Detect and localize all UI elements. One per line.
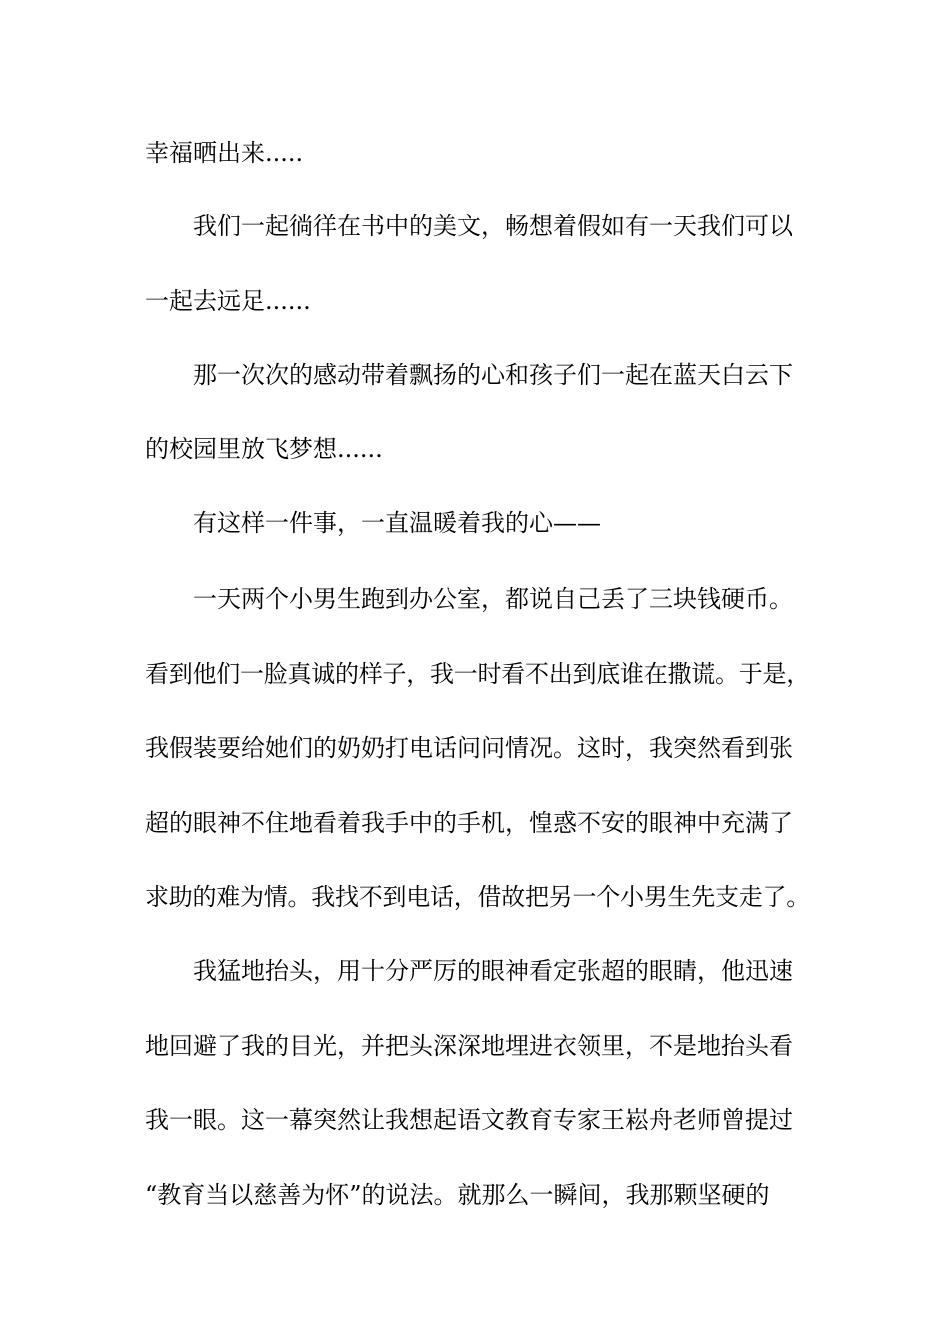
paragraph-line-2: 我们一起徜徉在书中的美文，畅想着假如有一天我们可以 [193,212,793,240]
paragraph-line-12: 我猛地抬头，用十分严厉的眼神看定张超的眼睛，他迅速 [193,957,793,985]
text-line-15: “教育当以慈善为怀”的说法。就那么一瞬间，我那颗坚硬的 [145,1181,770,1209]
text-line-14: 我一眼。这一幕突然让我想起语文教育专家王崧舟老师曾提过 [145,1106,793,1134]
text-line-1: 幸福晒出来..... [145,139,304,167]
text-line-10: 超的眼神不住地看着我手中的手机，惶惑不安的眼神中充满了 [145,809,793,837]
text-line-9: 我假装要给她们的奶奶打电话问问情况。这时，我突然看到张 [145,734,793,762]
text-line-8: 看到他们一脸真诚的样子，我一时看不出到底谁在撒谎。于是， [145,660,810,688]
paragraph-line-4: 那一次次的感动带着飘扬的心和孩子们一起在蓝天白云下 [193,361,793,389]
paragraph-line-7: 一天两个小男生跑到办公室，都说自己丢了三块钱硬币。 [193,585,793,613]
text-line-13: 地回避了我的目光，并把头深深地埋进衣领里，不是地抬头看 [145,1032,793,1060]
text-line-11: 求助的难为情。我找不到电话，借故把另一个小男生先支走了。 [145,883,810,911]
text-line-3: 一起去远足...... [145,287,311,315]
paragraph-line-6: 有这样一件事，一直温暖着我的心—— [193,509,601,537]
text-line-5: 的校园里放飞梦想...... [145,435,383,463]
